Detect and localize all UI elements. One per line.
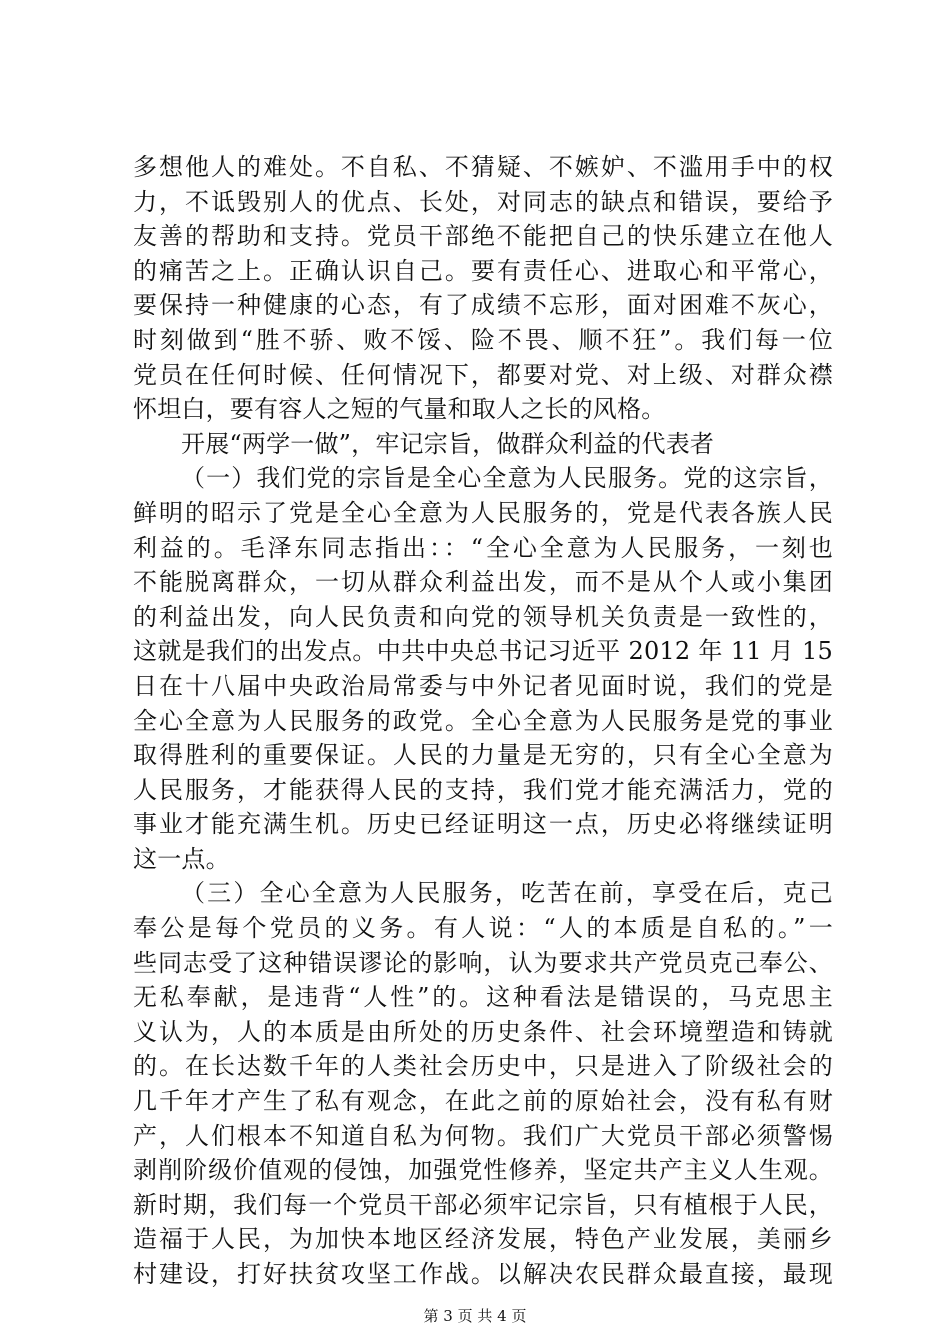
page-number-footer: 第 3 页 共 4 页 (423, 1307, 527, 1325)
text-line: 人民服务，才能获得人民的支持，我们党才能充满活力，党的 (133, 775, 833, 804)
text-line: 事业才能充满生机。历史已经证明这一点，历史必将继续证明 (133, 810, 833, 839)
text-line: 全心全意为人民服务的政党。全心全意为人民服务是党的事业 (133, 706, 833, 735)
text-line: 奉公是每个党员的义务。有人说：“人的本质是自私的。”一 (133, 914, 833, 943)
text-line: 友善的帮助和支持。党员干部绝不能把自己的快乐建立在他人 (133, 222, 833, 251)
text-line: 些同志受了这种错误谬论的影响，认为要求共产党员克己奉公、 (133, 948, 833, 977)
text-line: 的利益出发，向人民负责和向党的领导机关负责是一致性的， (133, 602, 833, 631)
text-line: 无私奉献，是违背“人性”的。这种看法是错误的，马克思主 (133, 983, 833, 1012)
text-line: 产，人们根本不知道自私为何物。我们广大党员干部必须警惕 (133, 1121, 833, 1150)
text-line: 取得胜利的重要保证。人民的力量是无穷的，只有全心全意为 (133, 741, 833, 770)
text-line: 村建设，打好扶贫攻坚工作战。以解决农民群众最直接，最现 (133, 1260, 833, 1288)
paragraph-3 (133, 876, 833, 1291)
text-line: （三）全心全意为人民服务，吃苦在前，享受在后，克己 (181, 879, 833, 908)
text-line: （一）我们党的宗旨是全心全意为人民服务。党的这宗旨， (181, 464, 833, 493)
text-line: 的痛苦之上。正确认识自己。要有责任心、进取心和平常心， (133, 256, 833, 285)
text-line: 时刻做到“胜不骄、败不馁、险不畏、顺不狂”。我们每一位 (133, 325, 833, 354)
text-line: 这一点。 (133, 844, 230, 873)
text-line: 这就是我们的出发点。中共中央总书记习近平 2012 年 11 月 15 (133, 637, 833, 666)
text-line: 剥削阶级价值观的侵蚀，加强党性修养，坚定共产主义人生观。 (133, 1156, 833, 1185)
paragraph-1 (133, 150, 833, 427)
text-line: 利益的。毛泽东同志指出：：“全心全意为人民服务，一刻也 (133, 533, 833, 562)
text-line: 怀坦白，要有容人之短的气量和取人之长的风格。 (133, 395, 666, 424)
text-line: 力，不诋毁别人的优点、长处，对同志的缺点和错误，要给予 (133, 187, 833, 216)
text-line: 日在十八届中央政治局常委与中外记者见面时说，我们的党是 (133, 671, 833, 700)
text-line: 鲜明的昭示了党是全心全意为人民服务的，党是代表各族人民 (133, 498, 833, 527)
paragraph-2 (133, 461, 833, 876)
text-line: 几千年才产生了私有观念，在此之前的原始社会，没有私有财 (133, 1087, 833, 1116)
text-line: 党员在任何时候、任何情况下，都要对党、对上级、对群众襟 (133, 360, 833, 389)
text-line: 要保持一种健康的心态，有了成绩不忘形，面对困难不灰心， (133, 291, 833, 320)
body-text (133, 150, 833, 1292)
text-line: 造福于人民，为加快本地区经济发展，特色产业发展，美丽乡 (133, 1225, 833, 1254)
text-line: 不能脱离群众，一切从群众利益出发，而不是从个人或小集团 (133, 568, 833, 597)
text-line: 多想他人的难处。不自私、不猜疑、不嫉妒、不滥用手中的权 (133, 153, 833, 181)
section-heading: 开展“两学一做”，牢记宗旨，做群众利益的代表者 (181, 429, 715, 458)
text-line: 的。在长达数千年的人类社会历史中，只是进入了阶级社会的 (133, 1052, 833, 1081)
text-line: 新时期，我们每一个党员干部必须牢记宗旨，只有植根于人民， (133, 1190, 833, 1219)
text-line: 义认为，人的本质是由所处的历史条件、社会环境塑造和铸就 (133, 1017, 833, 1046)
